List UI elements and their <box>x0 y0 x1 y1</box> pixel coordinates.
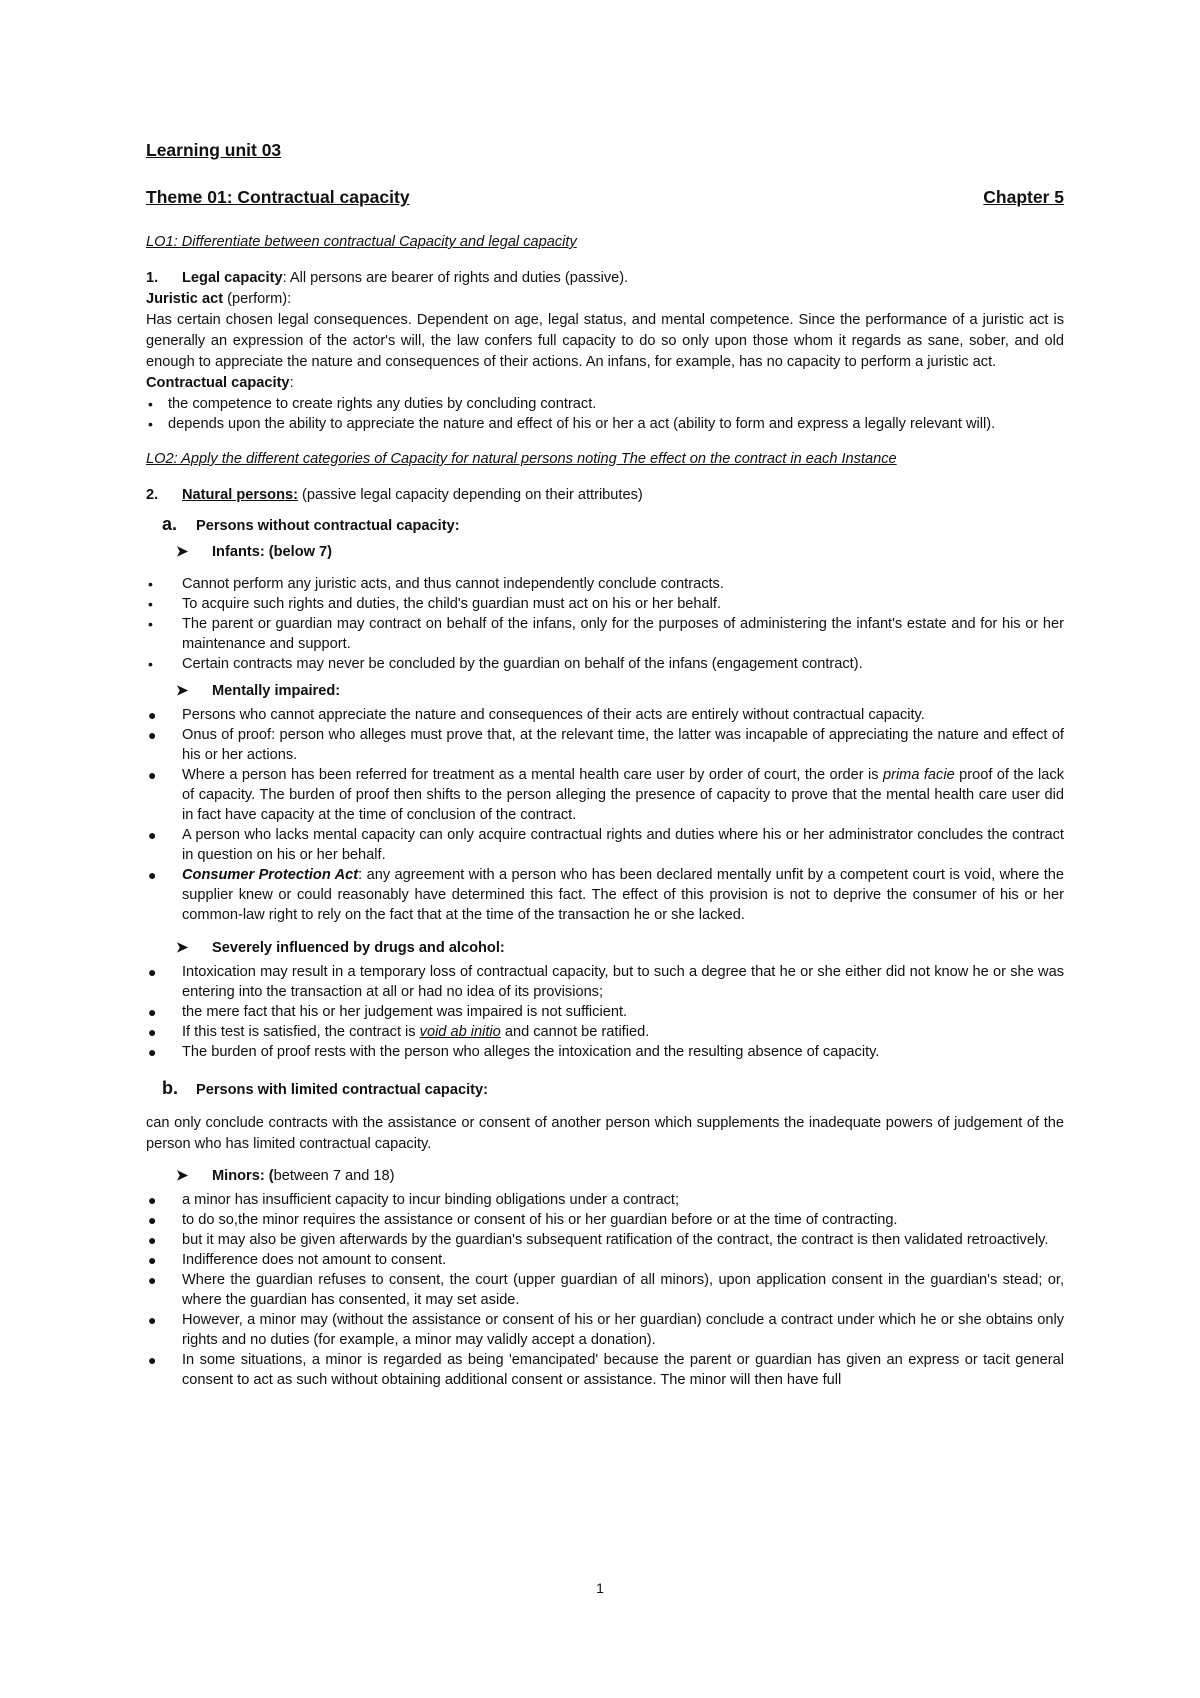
bullet-icon: ● <box>148 727 157 743</box>
list-item: ● Persons who cannot appreciate the nature and consequences of their acts are entirely without contractual capacity. <box>148 707 925 723</box>
contractual-capacity-line <box>146 373 1064 394</box>
natural-persons-paragraph <box>146 485 1064 506</box>
bullet-icon: • <box>148 616 153 632</box>
bullet-icon: ● <box>148 1312 157 1328</box>
infants-list <box>146 574 1064 674</box>
drugs-alcohol-heading: ➤ Severely influenced by drugs and alcohol: <box>176 940 505 956</box>
arrow-bullet-icon: ➤ <box>176 683 189 699</box>
list-item: ● the mere fact that his or her judgement was impaired is not sufficient. <box>148 1004 628 1020</box>
mentally-impaired-list <box>146 705 1064 925</box>
learning-outcome-2: LO2: Apply the different categories of Capacity for natural persons noting The effect on the contract in each Instance <box>146 451 897 467</box>
bullet-icon: ● <box>148 1232 157 1248</box>
section-number: 1. <box>146 270 159 286</box>
arrow-bullet-icon: ➤ <box>176 1168 189 1184</box>
legal-capacity-text: : All persons are bearer of rights and duties (passive). <box>282 270 629 286</box>
bullet-icon: ● <box>148 827 157 843</box>
list-item: ● but it may also be given afterwards by the guardian's subsequent ratification of the contract, the contract is then validated retroactively. <box>148 1232 1049 1248</box>
legal-capacity-term: Legal capacity <box>182 270 283 286</box>
juristic-act-line <box>146 289 1064 310</box>
bullet-icon: ● <box>148 867 157 883</box>
bullet-icon: • <box>148 416 153 432</box>
document-body <box>146 140 1064 1390</box>
bullet-icon: ● <box>148 1252 157 1268</box>
list-item: ● Intoxication may result in a temporary loss of contractual capacity, but to such a degree that he or she either did not know he or she was entering into the transaction at all or had no idea of its provisions; <box>148 964 1064 1000</box>
theme-row <box>146 187 1064 208</box>
list-item: • The parent or guardian may contract on behalf of the infans, only for the purposes of administering the infant's estate and for his or her maintenance and support. <box>148 616 1064 652</box>
list-item: ● Where the guardian refuses to consent, the court (upper guardian of all minors), upon application consent in the guardian's stead; or, where the guardian has consented, it may set aside. <box>148 1272 1064 1308</box>
arrow-bullet-icon: ➤ <box>176 940 189 956</box>
list-item: ● a minor has insufficient capacity to incur binding obligations under a contract; <box>148 1192 680 1208</box>
juristic-act-text: Has certain chosen legal consequences. Dependent on age, legal status, and mental competence. Since the performance of a juristic act is generally an expression of the actor's will, the law confers full capacity to do so only upon those whom it regards as sane, sober, and old enough to appreciate the nature and consequences of their actions. An infans, for example, has no capacity to perform a juristic act. <box>146 312 1064 370</box>
list-item: • the competence to create rights any duties by concluding contract. <box>148 396 597 412</box>
natural-persons-term: Natural persons: <box>182 487 298 503</box>
juristic-act-term: Juristic act <box>146 291 224 307</box>
bullet-icon: ● <box>148 707 157 723</box>
minors-list <box>146 1190 1064 1390</box>
infants-heading: ➤ Infants: (below 7) <box>176 544 332 560</box>
bullet-icon: ● <box>148 1192 157 1208</box>
legal-capacity-paragraph <box>146 268 1064 289</box>
bullet-icon: ● <box>148 1212 157 1228</box>
bullet-icon: ● <box>148 1004 157 1020</box>
list-item: ● Where a person has been referred for treatment as a mental health care user by order of court, the order is prima facie proof of the lack of capacity. The burden of proof then shifts to the person alleging the presence of capacity to prove that the mental health care user did in fact have capacity at the time of conclusion of the contract. <box>148 767 1065 823</box>
natural-persons-text: (passive legal capacity depending on their attributes) <box>297 487 643 503</box>
contractual-capacity-list <box>146 394 1064 434</box>
list-item: ● However, a minor may (without the assistance or consent of his or her guardian) conclude a contract under which he or she obtains only rights and no duties (for example, a minor may validly accept a donation). <box>148 1312 1064 1348</box>
list-item: • To acquire such rights and duties, the child's guardian must act on his or her behalf. <box>148 596 722 612</box>
page-number: 1 <box>596 1580 604 1596</box>
list-item: ● A person who lacks mental capacity can only acquire contractual rights and duties where his or her administrator concludes the contract in question on his or her behalf. <box>148 827 1064 863</box>
list-item: ● Consumer Protection Act: any agreement with a person who has been declared mentally unfit by a competent court is void, where the supplier knew or could reasonably have determined this fact. The effect of this provision is not to deprive the consumer of his or her common-law right to rely on the fact that at the time of the transaction he or she lacked. <box>148 867 1065 923</box>
contractual-capacity-colon: : <box>289 375 294 391</box>
bullet-icon: • <box>148 396 153 412</box>
list-item: ● Indifference does not amount to consent. <box>148 1252 447 1268</box>
list-item: • Cannot perform any juristic acts, and thus cannot independently conclude contracts. <box>148 576 724 592</box>
subsection-b-heading: b. Persons with limited contractual capacity: <box>162 1078 488 1098</box>
bullet-icon: ● <box>148 1272 157 1288</box>
drugs-alcohol-list <box>146 962 1064 1062</box>
list-item: ● If this test is satisfied, the contract is void ab initio and cannot be ratified. <box>148 1024 650 1040</box>
list-item: • Certain contracts may never be concluded by the guardian on behalf of the infans (engagement contract). <box>148 656 863 672</box>
bullet-icon: • <box>148 656 153 672</box>
contractual-capacity-term: Contractual capacity <box>146 375 290 391</box>
learning-unit-heading: Learning unit 03 <box>146 140 282 160</box>
section-number: 2. <box>146 487 159 503</box>
bullet-icon: • <box>148 596 153 612</box>
bullet-icon: • <box>148 576 153 592</box>
list-item: ● In some situations, a minor is regarded as being 'emancipated' because the parent or guardian has given an express or tacit general consent to act as such without obtaining additional consent or assistance. The minor will then have full <box>148 1352 1064 1388</box>
minors-heading: ➤ Minors: (between 7 and 18) <box>176 1168 395 1184</box>
chapter-heading: Chapter 5 <box>983 187 1064 207</box>
list-item: • depends upon the ability to appreciate the nature and effect of his or her a act (ability to form and express a legally relevant will). <box>148 416 996 432</box>
list-item: ● to do so,the minor requires the assistance or consent of his or her guardian before or at the time of contracting. <box>148 1212 898 1228</box>
arrow-bullet-icon: ➤ <box>176 544 189 560</box>
list-item: ● Onus of proof: person who alleges must prove that, at the relevant time, the latter was incapable of appreciating the nature and effect of his or her actions. <box>148 727 1064 763</box>
list-item: ● The burden of proof rests with the person who alleges the intoxication and the resulting absence of capacity. <box>148 1044 880 1060</box>
juristic-act-suffix: (perform): <box>223 291 292 307</box>
mentally-impaired-heading: ➤ Mentally impaired: <box>176 683 341 699</box>
bullet-icon: ● <box>148 1024 157 1040</box>
limited-capacity-text: can only conclude contracts with the assistance or consent of another person which supplements the inadequate powers of judgement of the person who has limited contractual capacity. <box>146 1115 1064 1152</box>
bullet-icon: ● <box>148 964 157 980</box>
bullet-icon: ● <box>148 767 157 783</box>
subsection-a-heading: a. Persons without contractual capacity: <box>162 514 460 534</box>
theme-heading: Theme 01: Contractual capacity <box>146 187 410 207</box>
learning-outcome-1: LO1: Differentiate between contractual Capacity and legal capacity <box>146 234 577 250</box>
bullet-icon: ● <box>148 1352 157 1368</box>
bullet-icon: ● <box>148 1044 157 1060</box>
